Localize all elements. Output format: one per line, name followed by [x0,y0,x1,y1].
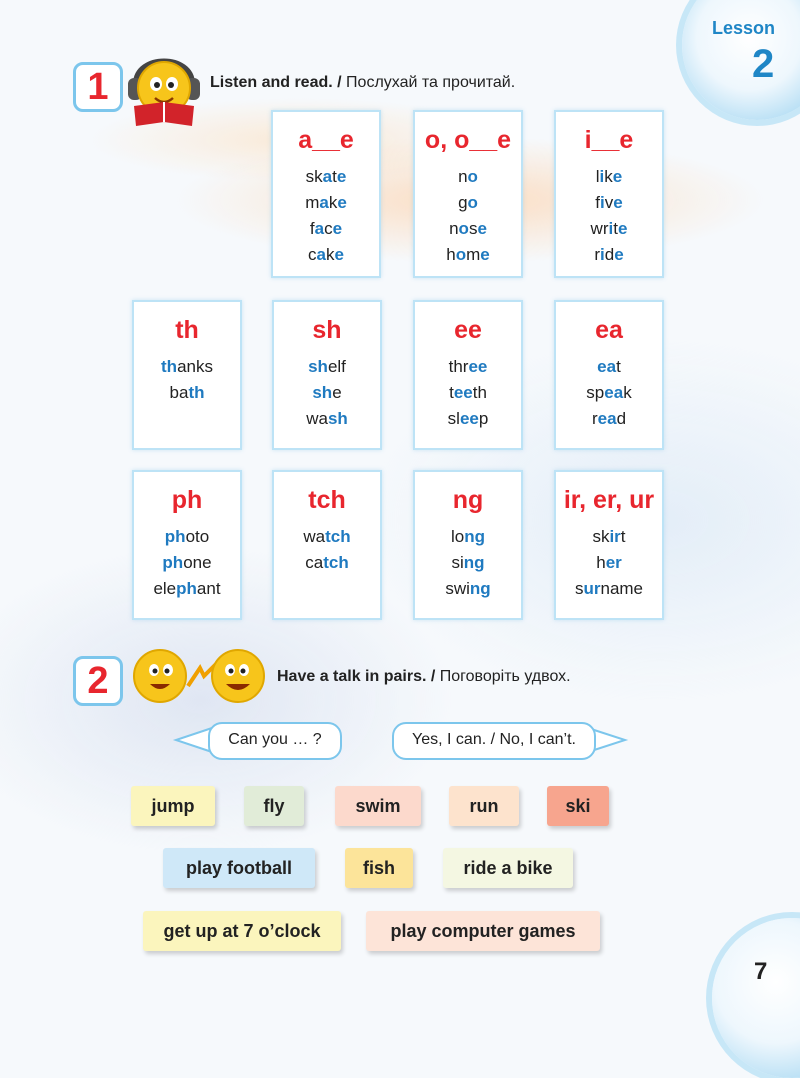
word-part: si [451,553,464,572]
word-part: ele [153,579,177,598]
highlighted-letters: a [314,219,325,238]
word-part: l [595,167,600,186]
highlighted-letters: ea [597,357,617,376]
word-part: d [616,409,627,428]
word-part: k [604,167,613,186]
highlighted-letters: e [477,219,487,238]
highlighted-letters: e [480,245,490,264]
highlighted-letters: i [599,167,605,186]
highlighted-letters: ph [164,527,186,546]
instruction2-english: Have a talk in pairs. / [277,668,436,685]
highlighted-letters: ee [459,409,479,428]
activity-chip: ride a bike [443,848,573,888]
card-word [415,550,521,576]
card-title: ea [595,316,623,344]
highlighted-letters: a [319,193,329,212]
card-word [556,380,662,406]
activity-chip: run [449,786,519,826]
word-part: ba [169,383,189,402]
card-word [415,216,521,242]
highlighted-letters: sh [327,409,348,428]
card-word [415,354,521,380]
highlighted-letters: e [617,219,628,238]
speech-bubble-question: Can you … ? [208,722,342,760]
card-title: i__e [584,126,634,154]
highlighted-letters: ur [583,579,601,598]
word-part: oto [185,527,210,546]
phonics-card [271,110,381,278]
card-word [134,550,240,576]
highlighted-letters: th [188,383,205,402]
card-title: ph [171,486,203,514]
word-part: th [472,383,487,402]
word-part: ca [305,553,324,572]
card-word [273,164,379,190]
highlighted-letters: e [613,193,623,212]
word-part: p [478,409,489,428]
word-part: sk [592,527,610,546]
word-part: swi [445,579,470,598]
exercise-number: 1 [73,62,123,112]
card-word [415,524,521,550]
instruction-ukrainian: Послухай та прочитай. [346,74,516,91]
lesson-number: 2 [752,42,775,86]
word-part: m [466,245,481,264]
word-part: thr [448,357,469,376]
card-word [415,380,521,406]
word-part: n [458,167,468,186]
word-part: m [305,193,320,212]
highlighted-letters: sh [312,383,333,402]
card-title: ee [454,316,482,344]
page-badge [712,918,800,1078]
word-part: c [324,219,333,238]
highlighted-letters: i [600,193,605,212]
card-word [134,576,240,602]
card-title: ng [452,486,484,514]
word-part: ant [196,579,221,598]
card-title: th [175,316,199,344]
card-word [556,406,662,432]
phonics-card [554,300,664,450]
word-part: e [332,383,342,402]
highlighted-letters: e [614,245,624,264]
card-word [273,242,379,268]
word-part: g [458,193,468,212]
word-part: elf [327,357,346,376]
phonics-card [132,300,242,450]
activity-chip: fish [345,848,413,888]
highlighted-letters: tch [323,553,349,572]
word-part: t [332,167,337,186]
phonics-card [554,470,664,620]
exercise-number-2: 2 [73,656,123,706]
highlighted-letters: e [336,167,347,186]
instruction2-ukrainian: Поговоріть удвох. [439,668,571,685]
card-word [556,242,662,268]
word-part: name [600,579,644,598]
exercise2-instruction [277,668,571,686]
highlighted-letters: tch [325,527,351,546]
word-part: wr [590,219,609,238]
word-part: t [449,383,454,402]
highlighted-letters: o [467,193,478,212]
word-part: k [623,383,632,402]
word-part: h [446,245,456,264]
phonics-card [272,300,382,450]
card-word [556,524,662,550]
exercise1-instruction [210,74,515,92]
word-part: t [613,219,618,238]
card-word [415,190,521,216]
phonics-card [413,470,523,620]
highlighted-letters: o [458,219,469,238]
card-word [556,354,662,380]
card-word [134,380,240,406]
activity-chip: swim [335,786,421,826]
highlighted-letters: ee [453,383,473,402]
card-word [274,550,380,576]
highlighted-letters: a [322,167,333,186]
card-word [556,550,662,576]
phonics-card [132,470,242,620]
word-part: sl [447,409,460,428]
highlighted-letters: ph [176,579,197,598]
phonics-card [413,300,523,450]
activity-chip: get up at 7 o’clock [143,911,341,951]
highlighted-letters: ee [468,357,488,376]
card-word [415,242,521,268]
card-word [415,576,521,602]
phonics-card [413,110,523,278]
word-part: k [328,193,338,212]
card-word [556,164,662,190]
card-word [415,164,521,190]
card-word [556,190,662,216]
card-word [273,216,379,242]
card-title: ir, er, ur [563,486,655,514]
page-number: 7 [754,958,768,985]
talking-smileys-icon [130,646,270,708]
card-word [274,406,380,432]
word-part: n [449,219,459,238]
word-part: s [468,219,478,238]
lesson-label: Lesson [712,18,776,38]
word-part: lo [450,527,465,546]
word-part: r [591,409,598,428]
highlighted-letters: ng [469,579,491,598]
card-word [273,190,379,216]
card-title: tch [308,486,346,514]
card-word [415,406,521,432]
word-part: f [309,219,315,238]
word-part: t [616,357,621,376]
card-title: o, o__e [424,126,512,154]
highlighted-letters: o [467,167,478,186]
highlighted-letters: th [161,357,178,376]
highlighted-letters: sh [308,357,328,376]
highlighted-letters: i [600,245,605,264]
word-part: wa [306,409,328,428]
highlighted-letters: er [605,553,622,572]
word-part: d [604,245,615,264]
highlighted-letters: ng [464,527,485,546]
smiley-headphones-icon [122,46,206,128]
highlighted-letters: ea [597,409,617,428]
highlighted-letters: i [608,219,614,238]
word-part: h [596,553,606,572]
instruction-english: Listen and read. / [210,74,342,91]
activity-chip: play football [163,848,315,888]
phonics-card [554,110,664,278]
word-part: t [620,527,626,546]
word-part: c [308,245,317,264]
card-word [274,524,380,550]
highlighted-letters: ng [463,553,485,572]
phonics-card [272,470,382,620]
card-title: sh [312,316,342,344]
word-part: f [595,193,601,212]
highlighted-letters: ph [162,553,184,572]
activity-chip: fly [244,786,304,826]
highlighted-letters: a [316,245,326,264]
activity-chip: ski [547,786,609,826]
word-part: s [574,579,584,598]
card-word [134,354,240,380]
word-part: sp [586,383,605,402]
card-word [556,216,662,242]
word-part: one [183,553,212,572]
highlighted-letters: e [334,245,344,264]
activity-chip: play computer games [366,911,600,951]
activity-chip: jump [131,786,215,826]
highlighted-letters: e [332,219,343,238]
highlighted-letters: ir [609,527,621,546]
speech-bubble-answer: Yes, I can. / No, I can’t. [392,722,596,760]
word-part: r [594,245,600,264]
highlighted-letters: o [455,245,467,264]
card-word [134,524,240,550]
highlighted-letters: ea [604,383,624,402]
card-title: a__e [298,126,354,154]
word-part: wa [303,527,326,546]
word-part: anks [177,357,213,376]
card-word [274,380,380,406]
card-word [274,354,380,380]
word-part: v [604,193,614,212]
word-part: sk [305,167,323,186]
card-word [556,576,662,602]
highlighted-letters: e [337,193,347,212]
word-part: k [326,245,335,264]
highlighted-letters: e [612,167,623,186]
